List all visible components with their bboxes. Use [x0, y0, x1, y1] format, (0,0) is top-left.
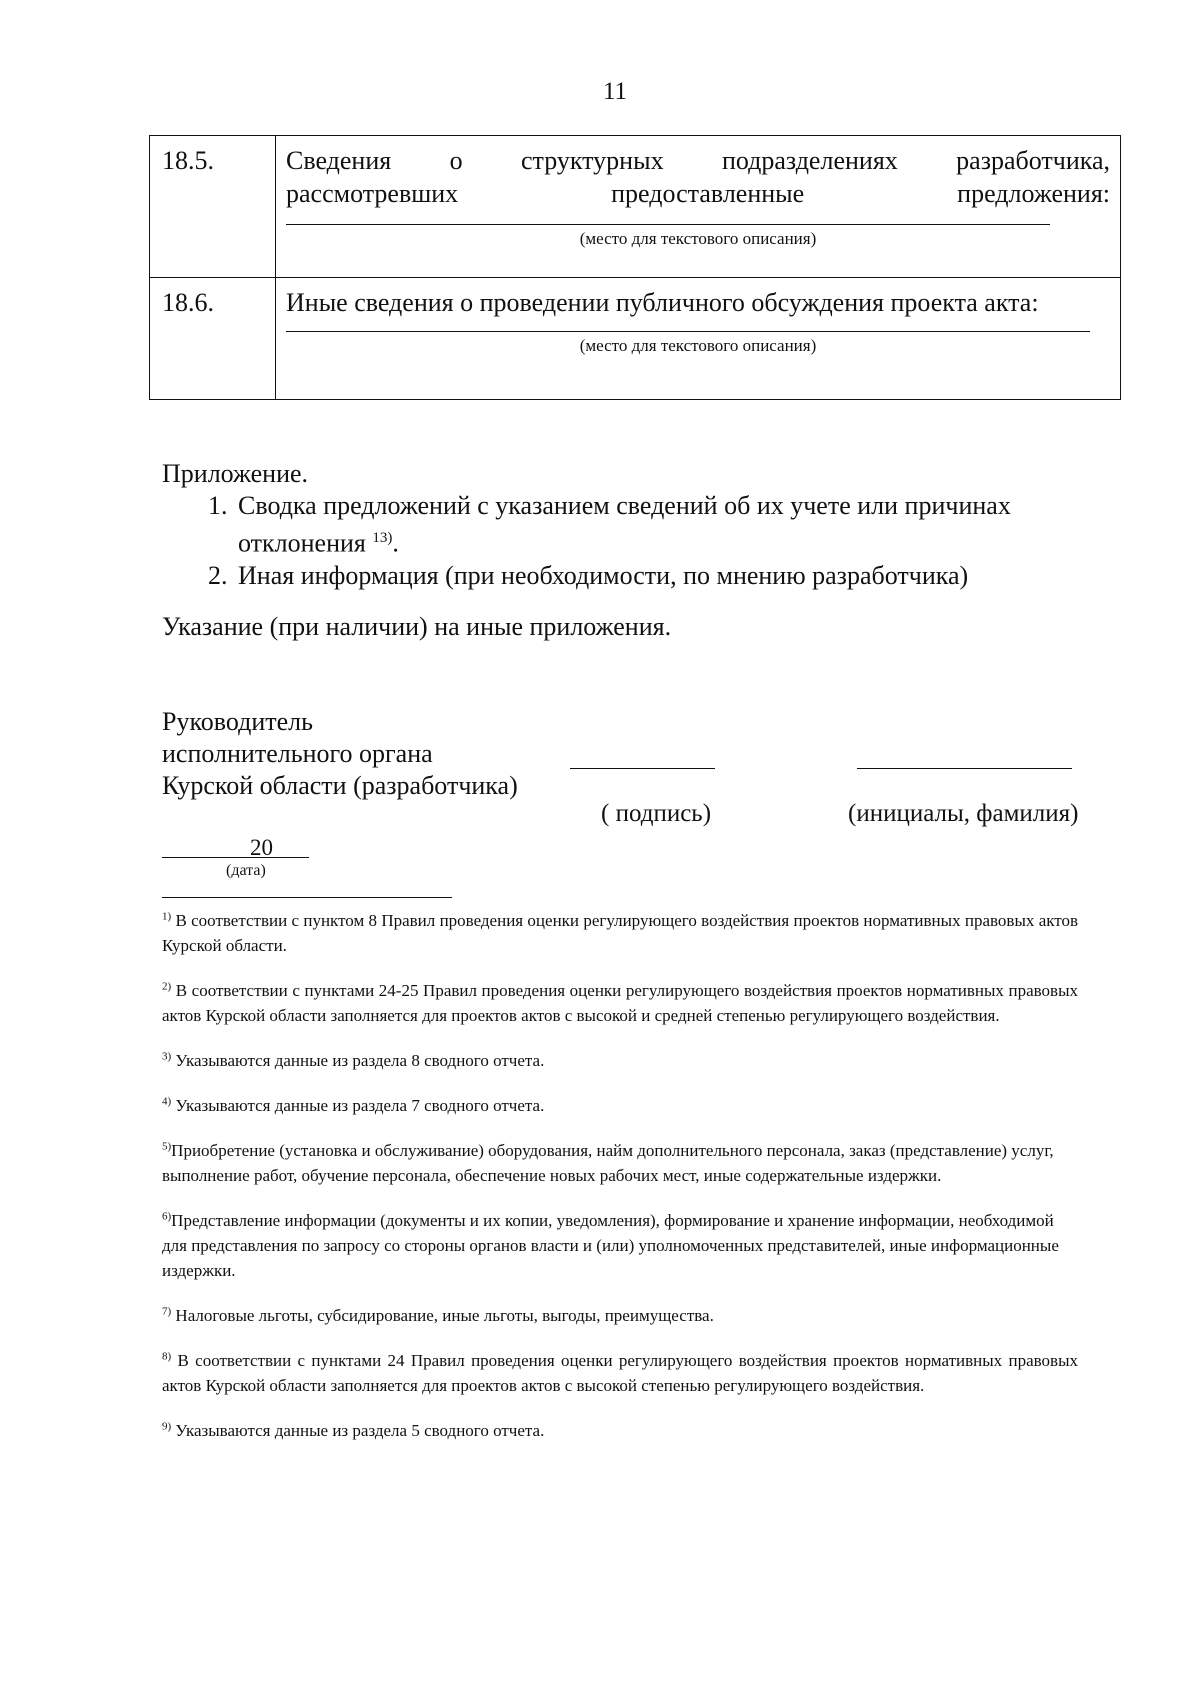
footnote: $^{3)}$ Указываются данные из раздела 8 сводного отчета.	[162, 1050, 545, 1070]
field-caption: (место для текстового описания)	[579, 229, 817, 248]
footnote: $^{9)}$ Указываются данные из раздела 5 сводного отчета.	[162, 1420, 545, 1440]
signature-caption: ( подпись)	[601, 800, 712, 827]
footnote: $^{5)}$Приобретение (установка и обслуживание) оборудования, найм дополнительного персонала, заказ (представление) услуг, выполнение работ, обучение персонала, обеспечение новых рабочих мест, иные содержательные издержки.	[162, 1140, 1054, 1185]
list-item: 1. Сводка предложений с указанием сведений об их учете или причинах отклонения $^{13)}$.	[234, 490, 1092, 560]
row-number: 18.6.	[150, 278, 276, 400]
row-text: Иные сведения о проведении публичного обсуждения проекта акта:	[286, 288, 1039, 317]
signature-line	[570, 768, 715, 769]
footnote: $^{4)}$ Указываются данные из раздела 7 сводного отчета.	[162, 1095, 545, 1115]
row-content	[276, 136, 1121, 278]
appendix-section	[162, 458, 1092, 592]
footnote: $^{6)}$Представление информации (документы и их копии, уведомления), формирование и хранение информации, необходимой для представления по запросу со стороны органов власти и (или) уполномоченных представителей, иные информационные издержки.	[162, 1210, 1059, 1280]
text-blank-line	[286, 319, 1090, 332]
footnote: $^{1)}$ В соответствии с пунктом 8 Правил проведения оценки регулирующего воздействия проектов нормативных правовых актов Курской области.	[162, 910, 1079, 955]
date-label: (дата)	[226, 862, 266, 879]
footnote-separator	[162, 897, 452, 898]
page-number: 11	[602, 78, 628, 105]
row-text-line: Сведения о структурных подразделениях разработчика,	[286, 146, 1111, 175]
appendix-list	[162, 490, 1092, 592]
footnote: $^{8)}$ В соответствии с пунктами 24 Правил проведения оценки регулирующего воздействия проектов нормативных правовых актов Курской области заполняется для проектов актов с высокой степенью регулирующего воздействия.	[162, 1350, 1078, 1395]
footnote: $^{2)}$ В соответствии с пунктами 24-25 Правил проведения оценки регулирующего воздействия проектов нормативных правовых актов Курской области заполняется для проектов актов с высокой и средней степенью регулирующего воздействия.	[162, 980, 1079, 1025]
footnote-ref: 13)	[372, 530, 393, 546]
field-caption: (место для текстового описания)	[579, 336, 817, 355]
section-18-table	[149, 135, 1121, 400]
footnotes	[162, 908, 1078, 1463]
row-text-line: рассмотревших предоставленные предложения:	[286, 179, 1110, 208]
row-number: 18.5.	[150, 136, 276, 278]
row-content	[276, 278, 1121, 400]
appendix-title: Приложение.	[162, 459, 309, 488]
name-line	[857, 768, 1072, 769]
signature-block: Руководитель исполнительного органа Курской области (разработчика)	[162, 707, 518, 800]
list-item: 2. Иная информация (при необходимости, по мнению разработчика)	[234, 560, 1092, 592]
table-row	[150, 136, 1121, 278]
table-row	[150, 278, 1121, 400]
footnote: $^{7)}$ Налоговые льготы, субсидирование, иные льготы, выгоды, преимущества.	[162, 1305, 714, 1325]
other-appendices-note: Указание (при наличии) на иные приложения.	[162, 612, 672, 641]
text-blank-line	[286, 210, 1050, 225]
date-field: 20	[162, 832, 309, 858]
name-caption: (инициалы, фамилия)	[848, 800, 1079, 827]
